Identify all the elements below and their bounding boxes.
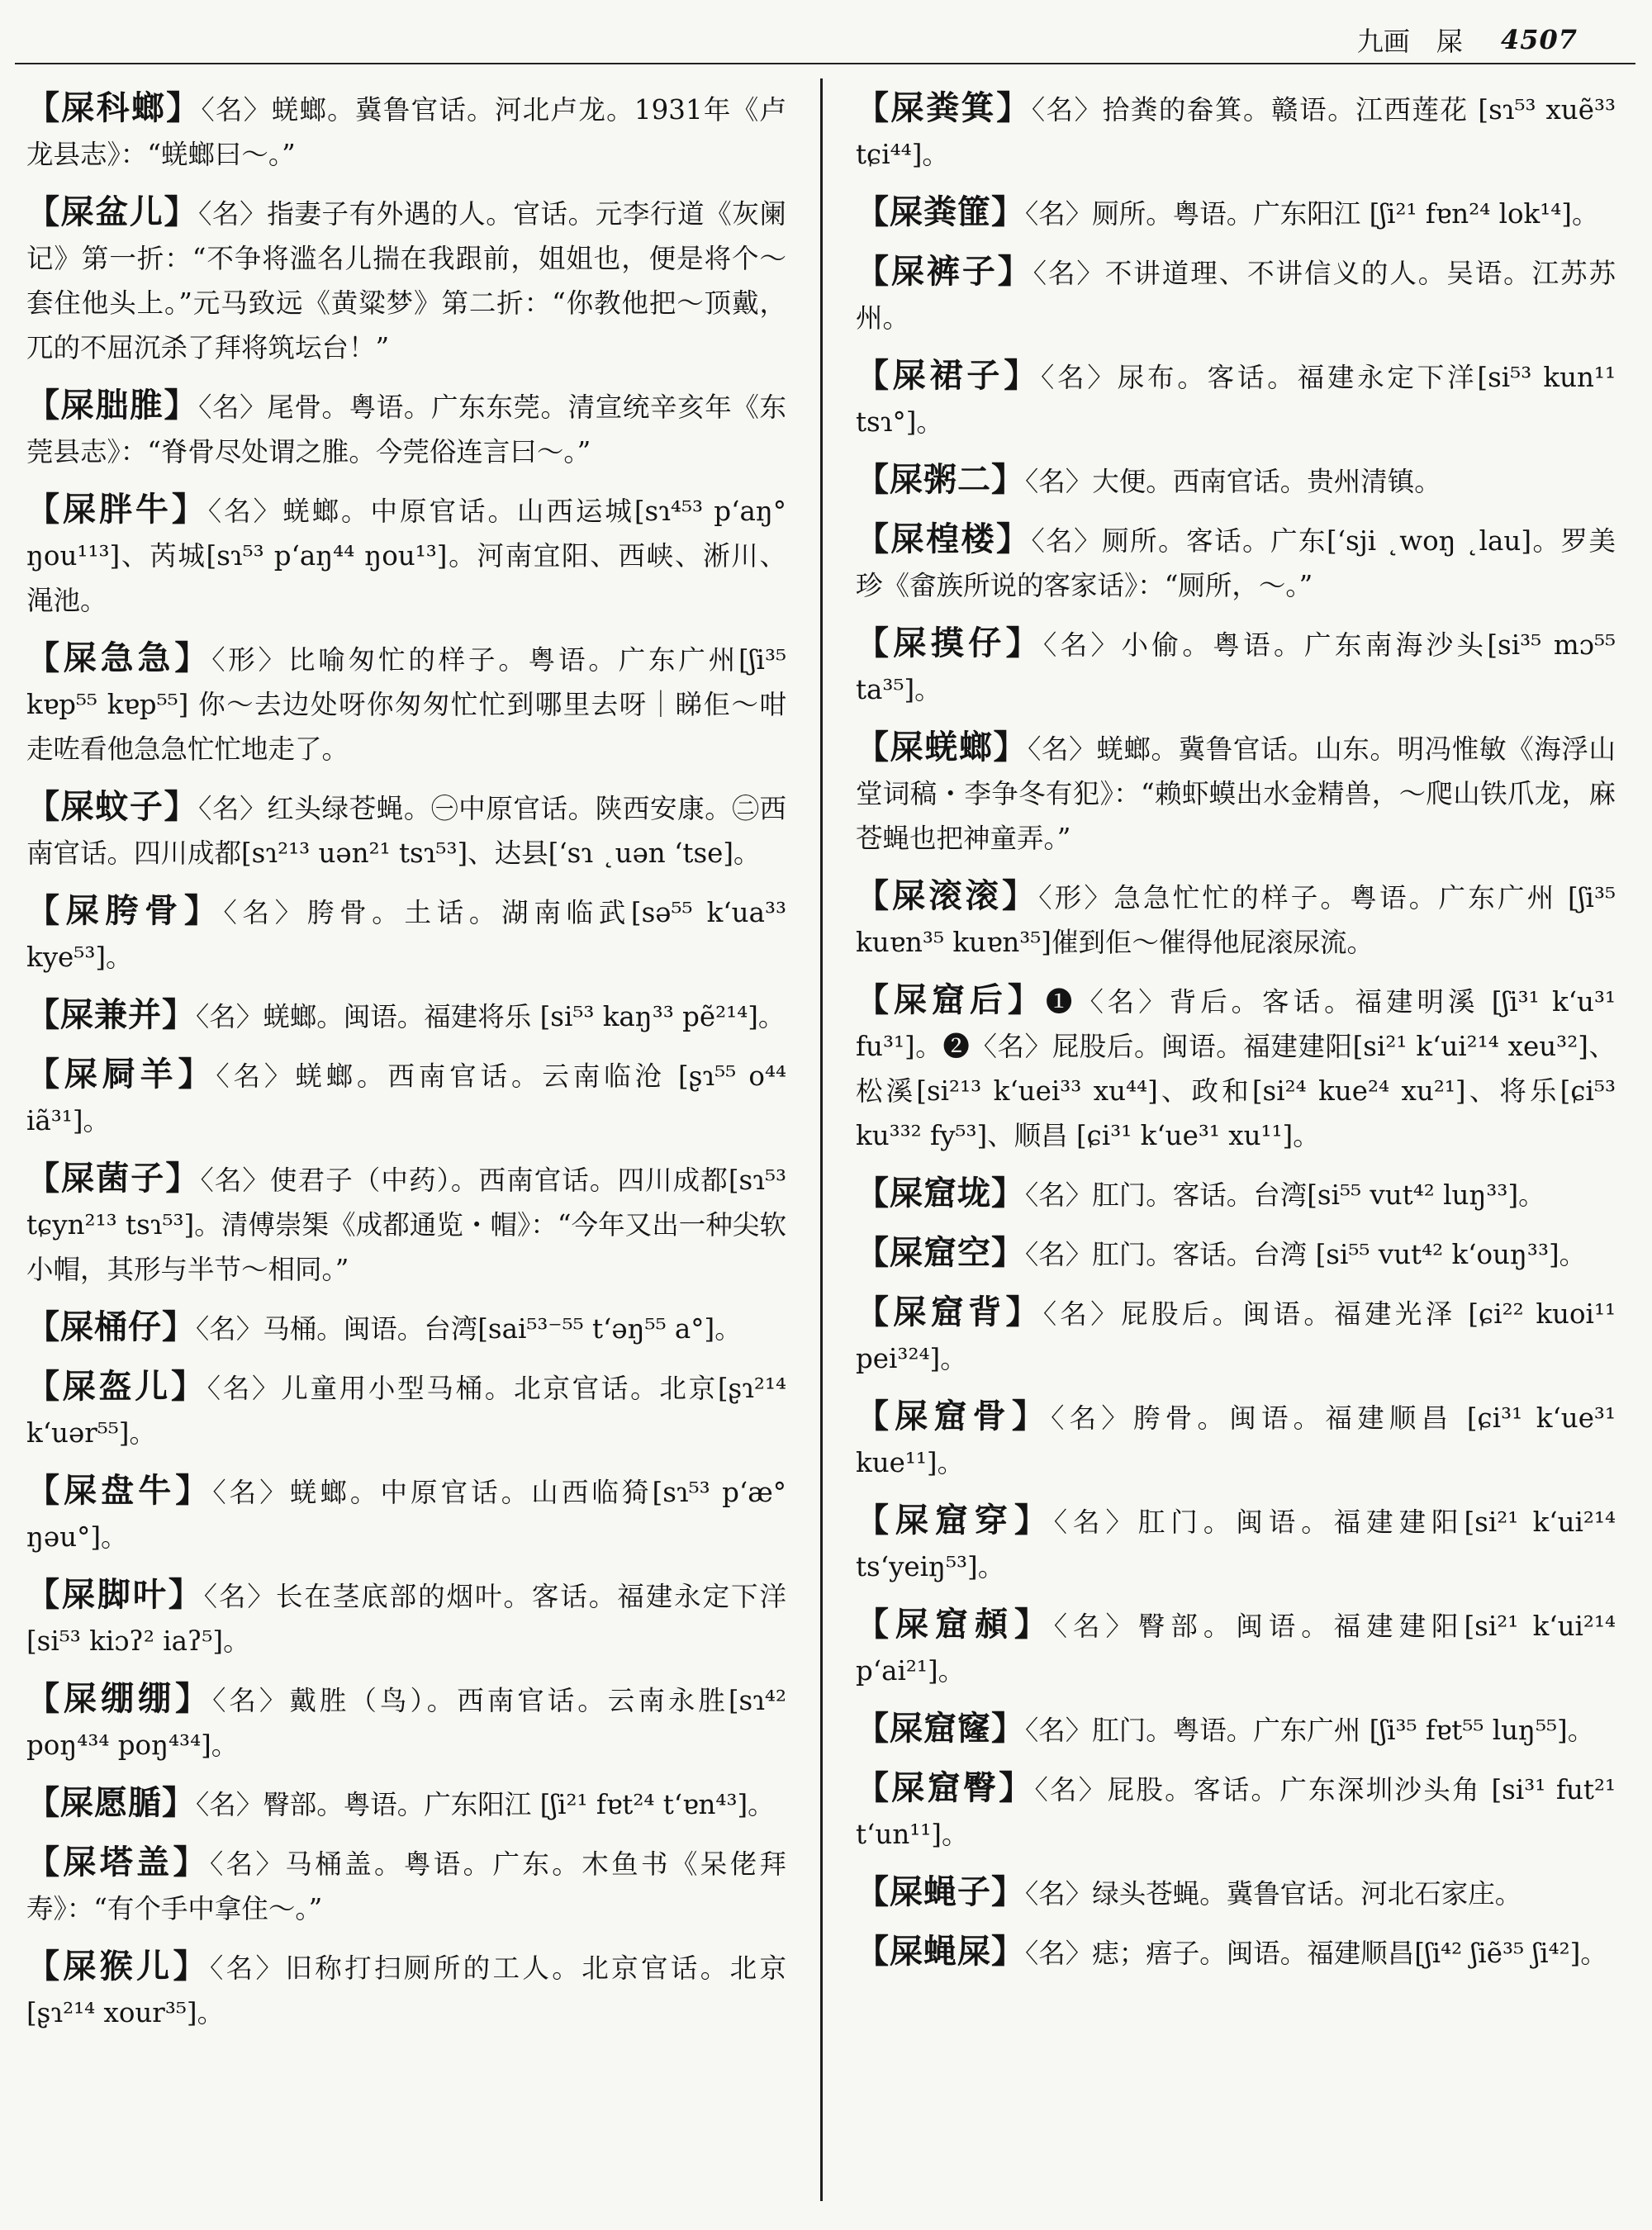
- dictionary-entry: [26, 785, 786, 875]
- entry-headword: 【屎猴儿】: [26, 1947, 210, 1986]
- entry-headword: 【屎窟背】: [856, 1293, 1043, 1331]
- dictionary-entry: [26, 889, 786, 980]
- entry-definition: 〈名〉绿头苍蝇。冀鲁官话。河北石家庄。: [1025, 1878, 1522, 1910]
- entry-definition: 〈名〉屁股。客话。广东深圳沙头角 [si³¹ fut²¹ tʻun¹¹]。: [856, 1774, 1616, 1850]
- entry-headword: 【屎粪箕】: [856, 88, 1032, 127]
- dictionary-entry: [856, 1394, 1616, 1485]
- entry-definition: 〈名〉马桶。闽语。台湾[sai⁵³⁻⁵⁵ tʻəŋ⁵⁵ a°]。: [196, 1313, 742, 1345]
- entry-definition: ❶〈名〉背后。客话。福建明溪 [ʃi³¹ kʻu³¹ fu³¹]。❷〈名〉屁股后。闽语。福建建阳[si²¹ kʻui²¹⁴ xeu³²]、松溪[si²¹³ kʻuei³³ xu⁴⁴]、政和[si²⁴ kue²⁴ xu²¹]、将乐[ɕi⁵³ ku³³² fy⁵³]、顺昌 [ɕi³¹ kʻue³¹ xu¹¹]。: [856, 986, 1616, 1151]
- entry-headword: 【屎窟后】: [856, 980, 1046, 1019]
- dictionary-entry: [26, 1840, 786, 1931]
- dictionary-entry: [856, 1870, 1616, 1916]
- dictionary-entry: [26, 1468, 786, 1559]
- entry-definition: 〈名〉痣；痦子。闽语。福建顺昌[ʃi⁴² ʃiẽ³⁵ ʃi⁴²]。: [1025, 1938, 1607, 1969]
- dictionary-entry: [856, 458, 1616, 504]
- entry-headword: 【屎窟垅】: [856, 1174, 1025, 1212]
- left-column: [26, 86, 786, 2048]
- entry-definition: 〈名〉使君子（中药）。西南官话。四川成都[sɿ⁵³ tɕyn²¹³ tsɿ⁵³]。清傅崇榘《成都通览・帽》：“今年又出一种尖软小帽，其形与半节～相同。”: [26, 1165, 786, 1285]
- dictionary-entry: [856, 1231, 1616, 1277]
- entry-definition: 〈名〉马桶盖。粤语。广东。木鱼书《呆佬拜寿》：“有个手中拿住～。”: [26, 1848, 786, 1924]
- entry-headword: 【屎粥二】: [856, 460, 1025, 499]
- dictionary-entry: [26, 1781, 786, 1827]
- entry-headword: 【屎绷绷】: [26, 1679, 213, 1718]
- entry-definition: 〈名〉蜣螂。冀鲁官话。河北卢龙。1931年《卢龙县志》：“蜣螂曰～。”: [26, 94, 786, 170]
- entry-headword: 【屎兼并】: [26, 995, 196, 1034]
- entry-headword: 【屎盘牛】: [26, 1471, 213, 1510]
- dictionary-entry: [26, 1364, 786, 1455]
- entry-definition: 〈名〉蜣螂。中原官话。山西运城[sɿ⁴⁵³ pʻaŋ° ŋou¹¹³]、芮城[sɿ⁵³ pʻaŋ⁴⁴ ŋou¹³]。河南宜阳、西峡、淅川、渑池。: [26, 496, 787, 616]
- entry-headword: 【屎桶仔】: [26, 1307, 196, 1346]
- entry-definition: 〈名〉肛门。闽语。福建建阳[si²¹ kʻui²¹⁴ tsʻyeiŋ⁵³]。: [856, 1506, 1616, 1582]
- entry-headword: 【屎蚊子】: [26, 787, 199, 826]
- entry-definition: 〈名〉蜣螂。闽语。福建将乐 [si⁵³ kaŋ³³ pẽ²¹⁴]。: [196, 1001, 786, 1032]
- entry-headword: 【屎科螂】: [26, 88, 202, 127]
- dictionary-entry: [26, 1305, 786, 1351]
- entry-definition: 〈名〉不讲道理、不讲信义的人。吴语。江苏苏州。: [856, 258, 1616, 334]
- entry-definition: 〈名〉肛门。客话。台湾 [si⁵⁵ vut⁴² kʻouŋ³³]。: [1025, 1239, 1587, 1270]
- entry-headword: 【屎蝇子】: [856, 1872, 1025, 1911]
- entry-headword: 【屎胯骨】: [26, 891, 224, 930]
- entry-headword: 【屎愿腯】: [26, 1783, 196, 1822]
- entry-headword: 【屎窟頳】: [856, 1605, 1054, 1644]
- dictionary-entry: [856, 874, 1616, 965]
- entry-headword: 【屎窟穿】: [856, 1501, 1054, 1540]
- dictionary-entry: [856, 190, 1616, 236]
- entry-headword: 【屎窟空】: [856, 1233, 1025, 1272]
- dictionary-entry: [26, 383, 786, 474]
- dictionary-entry: [856, 1766, 1616, 1857]
- entry-headword: 【屎裙子】: [856, 356, 1042, 395]
- column-divider: [820, 78, 823, 2201]
- entry-headword: 【屎塔盖】: [26, 1843, 210, 1881]
- entry-definition: 〈名〉小偷。粤语。广东南海沙头[si³⁵ mɔ⁵⁵ ta³⁵]。: [856, 629, 1616, 705]
- dictionary-entry: [856, 725, 1616, 861]
- entry-definition: 〈名〉戴胜（鸟）。西南官话。云南永胜[sɿ⁴² poŋ⁴³⁴ poŋ⁴³⁴]。: [26, 1685, 786, 1761]
- entry-definition: 〈名〉臀部。闽语。福建建阳[si²¹ kʻui²¹⁴ pʻai²¹]。: [856, 1611, 1616, 1687]
- entry-definition: 〈名〉红头绿苍蝇。㊀中原官话。陕西安康。㊁西南官话。四川成都[sɿ²¹³ uən²¹ tsɿ⁵³]、达县[ʻsɿ ˛uən ʻtse]。: [26, 793, 786, 869]
- entry-headword: 【屎粪篚】: [856, 192, 1025, 231]
- right-column: [856, 86, 1616, 1989]
- dictionary-entry: [856, 1706, 1616, 1753]
- entry-headword: 【屎屙羊】: [26, 1055, 216, 1094]
- entry-headword: 【屎窟骨】: [856, 1397, 1051, 1435]
- dictionary-entry: [26, 190, 786, 370]
- dictionary-entry: [26, 1052, 786, 1143]
- entry-definition: 〈名〉肛门。客话。台湾[si⁵⁵ vut⁴² luŋ³³]。: [1025, 1179, 1545, 1211]
- dictionary-entry: [856, 1498, 1616, 1589]
- entry-definition: 〈名〉指妻子有外遇的人。官话。元李行道《灰阑记》第一折：“不争将滥名儿揣在我跟前，姐姐也，便是将个～套住他头上。”元马致远《黄粱梦》第二折：“你教他把～顶戴，兀的不屈沉杀了拜将筑坛台！”: [26, 198, 786, 363]
- entry-headword: 【屎盔儿】: [26, 1367, 207, 1406]
- entry-definition: 〈名〉尿布。客话。福建永定下洋[si⁵³ kun¹¹ tsɿ°]。: [856, 362, 1616, 438]
- dictionary-entry: [856, 353, 1616, 444]
- entry-headword: 【屎盆儿】: [26, 192, 199, 231]
- entry-headword: 【屎胖牛】: [26, 490, 208, 529]
- entry-definition: 〈名〉大便。西南官话。贵州清镇。: [1025, 466, 1441, 497]
- dictionary-entry: [856, 1929, 1616, 1976]
- entry-definition: 〈形〉比喻匆忙的样子。粤语。广东广州[ʃi³⁵ kɐp⁵⁵ kɐp⁵⁵] 你～去边处呀你匆匆忙忙到哪里去呀｜睇佢～咁走咗看他急急忙忙地走了。: [26, 644, 786, 765]
- entry-headword: 【屎摸仔】: [856, 624, 1044, 662]
- entry-headword: 【屎窟窿】: [856, 1709, 1025, 1748]
- entry-headword: 【屎朏脽】: [26, 386, 199, 425]
- entry-definition: 〈名〉厕所。客话。广东[ʻsji ˛woŋ ˛lau]。罗美珍《畲族所说的客家话》：“厕所，～。”: [856, 525, 1616, 601]
- dictionary-entry: [26, 1944, 786, 2035]
- page-header: [25, 15, 1578, 64]
- entry-definition: 〈形〉急急忙忙的样子。粤语。广东广州 [ʃi³⁵ kuɐn³⁵ kuɐn³⁵]催到佢～催得他屁滚尿流。: [856, 882, 1616, 958]
- entry-definition: 〈名〉长在茎底部的烟叶。客话。福建永定下洋 [si⁵³ kiɔʔ² iaʔ⁵]。: [26, 1581, 786, 1657]
- dictionary-entry: [26, 1156, 786, 1292]
- section-title: 九画 屎: [1356, 26, 1463, 57]
- dictionary-entry: [856, 621, 1616, 712]
- entry-headword: 【屎滚滚】: [856, 876, 1039, 915]
- entry-definition: 〈名〉蜣螂。西南官话。云南临沧 [ʂɿ⁵⁵ o⁴⁴ iã³¹]。: [26, 1060, 787, 1136]
- entry-definition: 〈名〉臀部。粤语。广东阳江 [ʃi²¹ fɐt²⁴ tʻɐn⁴³]。: [196, 1789, 775, 1820]
- dictionary-entry: [26, 1677, 786, 1767]
- entry-headword: 【屎急急】: [26, 638, 212, 677]
- entry-definition: 〈名〉蜣螂。冀鲁官话。山东。明冯惟敏《海浮山堂词稿・李争冬有犯》：“赖虾蟆出水金精兽，～爬山铁爪龙，麻苍蝇也把神童弄。”: [856, 733, 1616, 854]
- entry-headword: 【屎蜣螂】: [856, 728, 1028, 766]
- entry-definition: 〈名〉儿童用小型马桶。北京官话。北京[ʂɿ²¹⁴ kʻuər⁵⁵]。: [26, 1373, 787, 1449]
- entry-headword: 【屎菌子】: [26, 1159, 201, 1198]
- entry-definition: 〈名〉尾骨。粤语。广东东莞。清宣统辛亥年《东莞县志》：“脊骨尽处谓之脽。今莞俗连言曰～。”: [26, 391, 786, 467]
- entry-definition: 〈名〉胯骨。闽语。福建顺昌 [ɕi³¹ kʻue³¹ kue¹¹]。: [856, 1402, 1616, 1478]
- dictionary-entry: [856, 1602, 1616, 1693]
- dictionary-entry: [856, 517, 1616, 608]
- dictionary-entry: [856, 978, 1616, 1158]
- entry-headword: 【屎蝇屎】: [856, 1932, 1025, 1971]
- entry-definition: 〈名〉肛门。粤语。广东广州 [ʃi³⁵ fɐt⁵⁵ luŋ⁵⁵]。: [1025, 1715, 1595, 1746]
- entry-headword: 【屎窟臀】: [856, 1768, 1035, 1807]
- dictionary-entry: [26, 636, 786, 771]
- dictionary-entry: [856, 1171, 1616, 1217]
- dictionary-entry: [856, 86, 1616, 177]
- dictionary-entry: [26, 487, 786, 623]
- header-rule: [15, 63, 1635, 64]
- entry-headword: 【屎裤子】: [856, 252, 1033, 291]
- dictionary-entry: [26, 993, 786, 1039]
- dictionary-entry: [26, 86, 786, 177]
- dictionary-entry: [856, 249, 1616, 340]
- entry-headword: 【屎脚叶】: [26, 1575, 204, 1614]
- dictionary-entry: [26, 1573, 786, 1663]
- entry-headword: 【屎楻楼】: [856, 520, 1032, 558]
- entry-definition: 〈名〉旧称打扫厕所的工人。北京官话。北京 [ʂɿ²¹⁴ xour³⁵]。: [26, 1952, 786, 2028]
- page-number: 4507: [1500, 24, 1578, 55]
- entry-definition: 〈名〉胯骨。土话。湖南临武[sə⁵⁵ kʻua³³ kye⁵³]。: [26, 897, 787, 973]
- entry-definition: 〈名〉厕所。粤语。广东阳江 [ʃi²¹ fɐn²⁴ lok¹⁴]。: [1025, 198, 1599, 230]
- dictionary-entry: [856, 1290, 1616, 1381]
- entry-definition: 〈名〉拾粪的畚箕。赣语。江西莲花 [sɿ⁵³ xuẽ³³ tɕi⁴⁴]。: [856, 94, 1616, 170]
- entry-definition: 〈名〉屁股后。闽语。福建光泽 [ɕi²² kuoi¹¹ pei³²⁴]。: [856, 1298, 1616, 1374]
- entry-definition: 〈名〉蜣螂。中原官话。山西临猗[sɿ⁵³ pʻæ° ŋəu°]。: [26, 1477, 787, 1553]
